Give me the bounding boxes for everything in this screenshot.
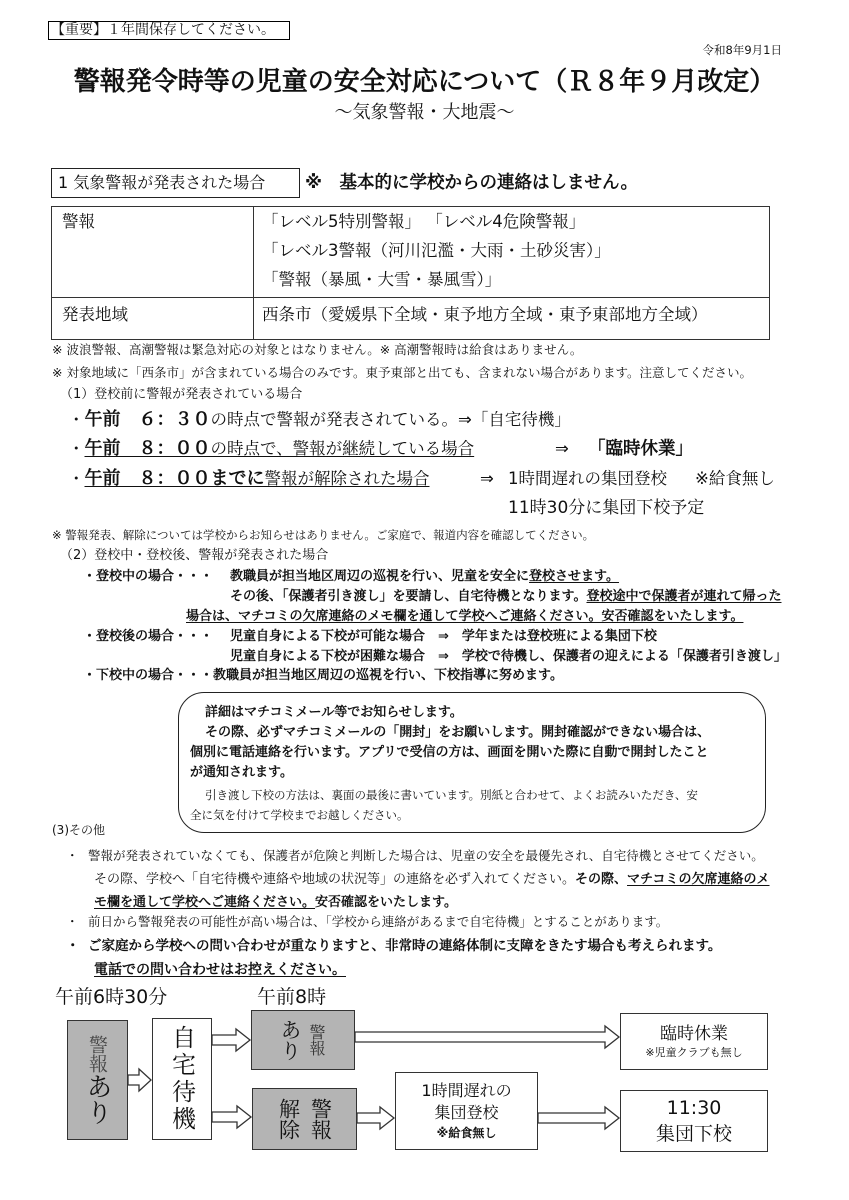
rule-item-0800-continuing bbox=[68, 437, 474, 461]
bullet: ・ bbox=[68, 410, 85, 429]
warning-table bbox=[51, 206, 770, 340]
case-text-underlined: 登校途中で保護者が連れて帰った bbox=[586, 589, 782, 604]
no-contact-note: ※ 基本的に学校からの連絡はしません。 bbox=[305, 173, 639, 193]
rule-item-0800-cleared bbox=[68, 467, 430, 491]
flow-node-text: あり bbox=[278, 1019, 302, 1061]
flow-node-text: 警報 bbox=[308, 1098, 333, 1140]
case-text-underlined: 場合は、マチコミの欠席連絡のメモ欄を通して学校へご連絡ください。安否確認をいたします。 bbox=[186, 609, 744, 624]
other-text-underlined: モ欄を通して学校へご連絡ください。 bbox=[94, 895, 316, 910]
rule-result-delayed: 1時間遅れの集団登校 bbox=[508, 469, 667, 488]
flow-time-label: 午前6時30分 bbox=[55, 986, 168, 1008]
arrow-symbol: ⇒ bbox=[555, 439, 569, 458]
dismissal-note: 11時30分に集団下校予定 bbox=[508, 498, 705, 518]
section-heading-weather: 1 気象警報が発表された場合 bbox=[51, 168, 300, 198]
rule-result-closure: 「臨時休業」 bbox=[588, 439, 693, 459]
flow-node-label bbox=[277, 1019, 329, 1061]
flow-node-text: あり bbox=[82, 1073, 112, 1125]
flow-node-label bbox=[79, 1035, 116, 1125]
flow-arrow bbox=[538, 1107, 619, 1129]
page-title: 警報発令時等の児童の安全対応について（Ｒ８年９月改定） bbox=[73, 67, 776, 97]
note-line: ※ 対象地域に「西条市」が含まれている場合のみです。東予東部と出ても、含まれない場合があります。注意してください。 bbox=[52, 365, 752, 380]
flow-node-alert-continues bbox=[251, 1010, 355, 1070]
case-text bbox=[230, 568, 619, 586]
case-text-segment: 教職員が担当地区周辺の巡視を行い、児童を安全に bbox=[230, 569, 530, 584]
case-label-at-school: ・登校後の場合・・・ bbox=[83, 629, 214, 644]
message-line: 個別に電話連絡を行います。アプリで受信の方は、画面を開いた際に自動で開封したこと bbox=[190, 745, 709, 760]
rule-result: ⇒「自宅待機」 bbox=[458, 410, 571, 429]
phone-inquiry-request: 電話での問い合わせはお控えください。 bbox=[94, 962, 346, 978]
case-label-commuting: ・登校中の場合・・・ bbox=[83, 569, 214, 584]
rule-item-0630 bbox=[68, 408, 571, 432]
other-item-text bbox=[94, 871, 770, 888]
table-label-area: 発表地域 bbox=[62, 305, 128, 324]
rule-time: 午前 ６：３０ bbox=[84, 409, 211, 430]
subsection-heading-during-school: （2）登校中・登校後、警報が発表された場合 bbox=[60, 548, 329, 563]
message-detail-line: 全に気を付けて学校までお越しください。 bbox=[190, 808, 409, 822]
case-text bbox=[230, 588, 781, 606]
flow-arrow bbox=[128, 1069, 151, 1091]
message-line: 詳細はマチコミメール等でお知らせします。 bbox=[205, 705, 463, 720]
case-text-underlined: 登校させます。 bbox=[529, 569, 619, 584]
flow-node-delayed-start bbox=[395, 1072, 538, 1150]
subsection-heading-before-school: （1）登校前に警報が発表されている場合 bbox=[60, 387, 303, 402]
rule-text: の時点で、警報が継続している場合 bbox=[210, 439, 475, 458]
other-item-text: ご家庭から学校への問い合わせが重なりますと、非常時の連絡体制に支障をきたす場合も考えられます。 bbox=[88, 938, 722, 954]
warning-level-line: 「警報（暴風・大雪・暴風雪）」 bbox=[262, 270, 502, 289]
message-detail-line: 引き渡し下校の方法は、裏面の最後に書いています。別紙と合わせて、よくお読みいただき、安 bbox=[205, 788, 698, 802]
case-text-segment: その後、「保護者引き渡し」を要請し、自宅待機となります。 bbox=[230, 589, 587, 604]
flow-arrow bbox=[212, 1029, 250, 1051]
other-text-bold: その際、 bbox=[575, 872, 628, 887]
flow-node-text: 自宅待機 bbox=[167, 1025, 196, 1133]
bullet: ・ bbox=[66, 914, 79, 929]
table-label-warnings: 警報 bbox=[62, 212, 95, 231]
message-line: が通知されます。 bbox=[190, 765, 293, 780]
rule-condition bbox=[85, 469, 430, 488]
table-row-divider bbox=[52, 297, 769, 298]
rule-time: 午前 ８：００までに bbox=[84, 468, 265, 489]
flow-node-text: 警報 bbox=[307, 1024, 326, 1056]
flow-node-text: 警報 bbox=[86, 1035, 108, 1073]
other-text-underlined: マチコミの欠席連絡のメ bbox=[627, 872, 770, 887]
table-value-warnings bbox=[262, 207, 611, 294]
footnote: ※ 警報発表、解除については学校からお知らせはありません。ご家庭で、報道内容を確認してください。 bbox=[52, 528, 595, 542]
subsection-heading-other: (3)その他 bbox=[52, 823, 105, 837]
other-item-text: 警報が発表されていなくても、保護者が危険と判断した場合は、児童の安全を最優先され、自宅待機とさせてください。 bbox=[88, 848, 764, 863]
other-text-segment: その際、学校へ「自宅待機や連絡や地域の状況等」の連絡を必ず入れてください。 bbox=[94, 872, 576, 887]
no-lunch-note: ※給食無し bbox=[695, 469, 775, 488]
warning-level-line: 「レベル5特別警報」 「レベル4危険警報」 bbox=[262, 212, 586, 231]
warning-level-line: 「レベル3警報（河川氾濫・大雨・土砂災害）」 bbox=[262, 241, 611, 260]
case-label-going-home: ・下校中の場合・・・ bbox=[83, 668, 214, 683]
rule-text: の時点で警報が発表されている。 bbox=[210, 410, 458, 429]
rule-text: 警報が解除された場合 bbox=[264, 469, 430, 488]
note-line: ※ 波浪警報、高潮警報は緊急対応の対象とはなりません。※ 高潮警報時は給食はありません。 bbox=[52, 342, 583, 357]
flow-node-text: 11:30 bbox=[666, 1097, 722, 1119]
flow-node-text: 集団登校 bbox=[434, 1103, 499, 1122]
retention-notice: 【重要】１年間保存してください。 bbox=[48, 21, 290, 40]
other-item-text: 前日から警報発表の可能性が高い場合は、「学校から連絡があるまで自宅待機」とすることがあります。 bbox=[88, 914, 669, 929]
flow-node-text: 臨時休業 bbox=[660, 1023, 728, 1044]
flow-node-dismissal bbox=[620, 1090, 768, 1152]
page-subtitle: ～気象警報・大地震～ bbox=[334, 102, 515, 123]
other-text-bold: 安否確認をいたします。 bbox=[315, 895, 457, 910]
flow-arrow bbox=[212, 1106, 251, 1128]
bullet: ・ bbox=[66, 938, 80, 954]
case-text: 児童自身による下校が困難な場合 ⇒ 学校で待機し、保護者の迎えによる「保護者引き渡し」 bbox=[230, 649, 787, 664]
flow-arrow bbox=[357, 1107, 394, 1129]
flow-node-alert-cleared bbox=[252, 1088, 357, 1150]
flow-node-text: 解除 bbox=[276, 1098, 301, 1140]
case-text: 児童自身による下校が可能な場合 ⇒ 学年または登校班による集団下校 bbox=[230, 629, 657, 644]
flow-node-note: ※給食無し bbox=[436, 1126, 497, 1140]
rule-condition bbox=[85, 439, 475, 458]
flow-node-home-wait bbox=[152, 1018, 212, 1140]
flow-node-text: 1時間遅れの bbox=[421, 1081, 512, 1100]
table-value-area: 西条市（愛媛県下全域・東予地方全域・東予東部地方全域） bbox=[262, 305, 708, 324]
flow-node-closure bbox=[620, 1013, 768, 1070]
flow-node-note: ※児童クラブも無し bbox=[645, 1045, 743, 1059]
flow-arrow bbox=[355, 1026, 619, 1048]
arrow-symbol: ⇒ bbox=[480, 469, 494, 488]
other-item-text bbox=[94, 894, 457, 911]
flow-time-label: 午前8時 bbox=[257, 986, 327, 1008]
rule-time: 午前 ８：００ bbox=[84, 438, 211, 459]
table-column-divider bbox=[253, 207, 254, 339]
issue-date: 令和8年9月1日 bbox=[702, 43, 782, 57]
flow-node-alert bbox=[67, 1020, 128, 1140]
flow-node-label bbox=[273, 1098, 337, 1140]
bullet: ・ bbox=[68, 439, 85, 458]
message-line: その際、必ずマチコミメールの「開封」をお願いします。開封確認ができない場合は、 bbox=[205, 725, 711, 740]
bullet: ・ bbox=[68, 469, 85, 488]
case-text: 教職員が担当地区周辺の巡視を行い、下校指導に努めます。 bbox=[213, 668, 563, 683]
bullet: ・ bbox=[66, 848, 79, 863]
flow-node-text: 集団下校 bbox=[655, 1123, 732, 1145]
